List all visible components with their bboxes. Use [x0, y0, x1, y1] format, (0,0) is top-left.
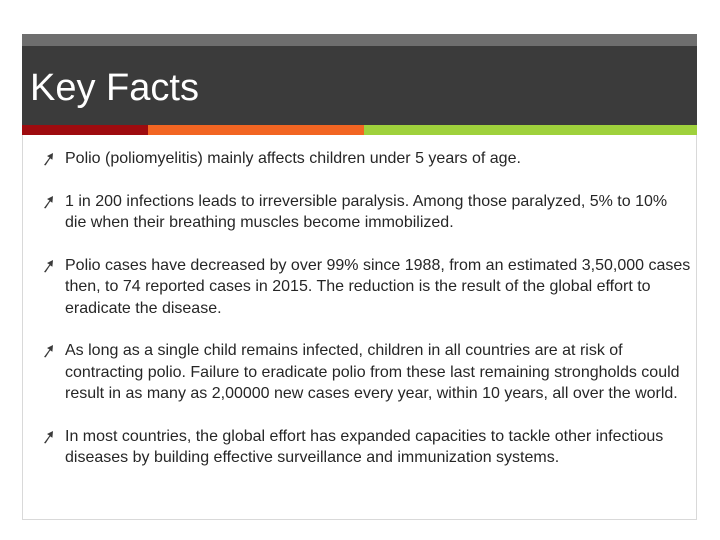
bullet-item — [42, 426, 692, 469]
bullet-text: In most countries, the global effort has expanded capacities to tackle other infectious diseases by building effective surveillance and immunization systems. — [65, 427, 664, 466]
bullet-text: Polio cases have decreased by over 99% since 1988, from an estimated 3,50,000 cases then, to 74 reported cases in 2015. The reduction is the result of the global effort to eradicate the disease. — [65, 256, 691, 317]
arrow-up-right-icon — [42, 152, 54, 166]
arrow-up-right-icon — [42, 195, 54, 209]
key-facts-list — [42, 148, 692, 490]
bullet-text: Polio (poliomyelitis) mainly affects children under 5 years of age. — [65, 150, 521, 167]
bullet-item — [42, 340, 692, 405]
accent-bar-orange — [148, 125, 364, 135]
bullet-item — [42, 255, 692, 320]
arrow-up-right-icon — [42, 259, 54, 273]
accent-bar-green — [364, 125, 697, 135]
bullet-item — [42, 148, 692, 170]
arrow-up-right-icon — [42, 344, 54, 358]
arrow-up-right-icon — [42, 430, 54, 444]
bullet-text: As long as a single child remains infected, children in all countries are at risk of contracting polio. Failure to eradicate polio from these last remaining strongholds could result in as many as 2,00000 new cases every year, within 10 years, all over the world. — [65, 342, 680, 402]
accent-bar-red — [22, 125, 148, 135]
bullet-text: 1 in 200 infections leads to irreversible paralysis. Among those paralyzed, 5% to 10% die when their breathing muscles become immobilized. — [65, 192, 668, 231]
slide-top-strip — [22, 34, 697, 46]
slide-title: Key Facts — [30, 67, 199, 109]
bullet-item — [42, 191, 692, 234]
